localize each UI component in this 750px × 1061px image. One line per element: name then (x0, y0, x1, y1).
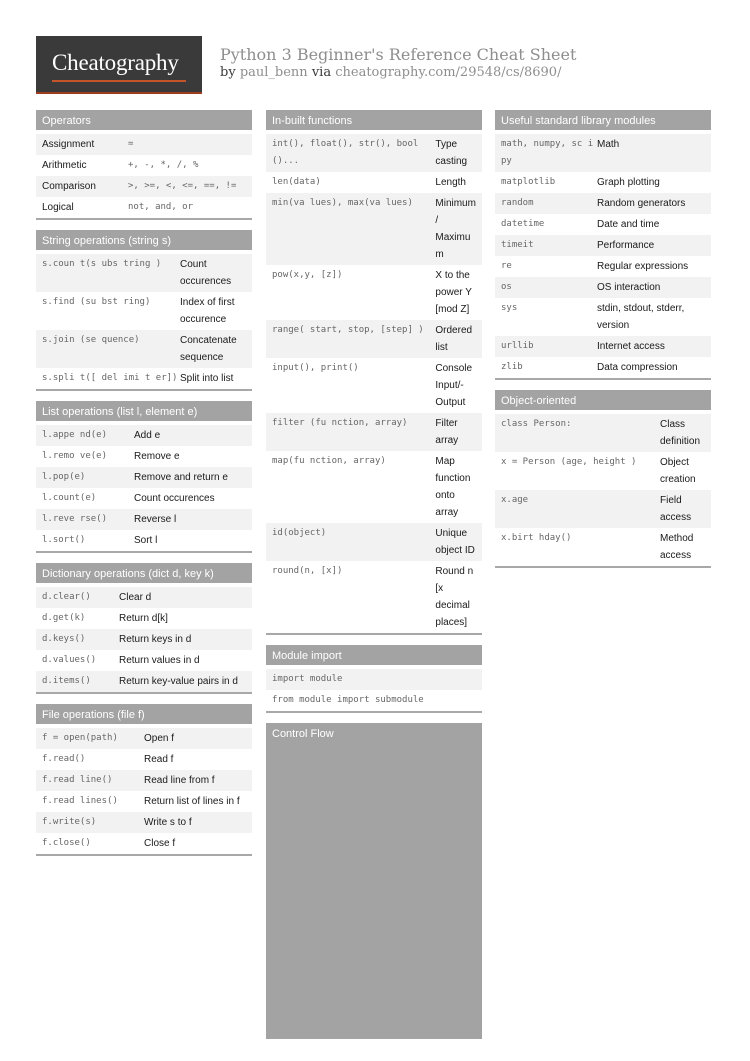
table-row (36, 530, 252, 551)
row-value: Ordered list (435, 325, 473, 353)
row-key: d.keys() (42, 634, 86, 644)
table-row (36, 330, 252, 368)
row-value: Graph plotting (597, 177, 660, 188)
row-value: OS interaction (597, 282, 661, 293)
author-link[interactable]: paul_benn (239, 65, 308, 80)
row-key: Logical (42, 202, 74, 213)
row-value: Date and time (597, 219, 660, 230)
row-value: = (128, 139, 134, 149)
file-operations-section (36, 704, 252, 856)
table-row (36, 254, 252, 292)
row-value: Remove and return e (134, 472, 228, 483)
row-value: Length (435, 177, 466, 188)
row-value: not, and, or (128, 202, 194, 212)
row-key: l.appe nd(e) (42, 430, 108, 440)
row-key: math, numpy, sc ipy (501, 139, 594, 166)
row-value: Type casting (435, 139, 468, 167)
table-row (36, 467, 252, 488)
row-key: d.values() (42, 655, 97, 665)
row-value: Return list of lines in f (144, 796, 240, 807)
row-key: f.write(s) (42, 817, 97, 827)
table-row (36, 587, 252, 608)
row-value: >, >=, <, <=, ==, != (128, 181, 237, 191)
operators-section (36, 110, 252, 220)
logo-underline (52, 80, 186, 82)
table-row (36, 509, 252, 530)
row-key: Assignment (42, 139, 95, 150)
row-key: x.age (501, 495, 529, 505)
table-row (495, 134, 711, 172)
row-key: id(object) (272, 528, 327, 538)
row-value: Index of first occurence (180, 297, 235, 325)
byline-via: via (311, 65, 332, 80)
row-value: Return keys in d (119, 634, 192, 645)
row-value: Regular expressions (597, 261, 689, 272)
column-2 (266, 110, 482, 1039)
row-key: from module import submodule (272, 695, 424, 705)
table-row (36, 770, 252, 791)
row-value: Performance (597, 240, 655, 251)
table-row (495, 298, 711, 336)
row-value: Concatenate sequence (180, 335, 237, 363)
table-row (36, 292, 252, 330)
row-key: s.join (se quence) (42, 335, 140, 345)
row-value: Return d[k] (119, 613, 168, 624)
table-row (36, 368, 252, 389)
row-key: f.read() (42, 754, 86, 764)
row-value: Random generators (597, 198, 686, 209)
row-value: Count occurences (180, 259, 232, 287)
row-value: Reverse l (134, 514, 177, 525)
row-value: Internet access (597, 341, 665, 352)
row-value: Method access (660, 533, 694, 561)
row-key: import module (272, 674, 343, 684)
row-value: Count occurences (134, 493, 215, 504)
table-row (36, 833, 252, 854)
row-value: Remove e (134, 451, 180, 462)
row-key: random (501, 198, 534, 208)
table-row (495, 277, 711, 298)
section-header: Module import (266, 645, 482, 665)
row-value: Return values in d (119, 655, 200, 666)
table-row (266, 690, 482, 711)
stdlib-modules-section (495, 110, 711, 380)
row-value: Clear d (119, 592, 152, 603)
table-row (36, 197, 252, 218)
table-row (495, 452, 711, 490)
table-row (36, 608, 252, 629)
row-key: x = Person (age, height ) (501, 457, 637, 467)
dictionary-operations-section (36, 563, 252, 694)
row-key: f.read lines() (42, 796, 118, 806)
section-header: Control Flow (266, 723, 482, 743)
table-row (36, 812, 252, 833)
row-value: Write s to f (144, 817, 192, 828)
table-row (266, 134, 482, 172)
section-header: Object-oriented (495, 390, 711, 410)
byline-by: by (220, 65, 236, 80)
row-key: f.read line() (42, 775, 113, 785)
table-row (495, 256, 711, 277)
page-title: Python 3 Beginner's Reference Cheat Sheet (220, 45, 577, 64)
row-key: datetime (501, 219, 545, 229)
row-key: l.remo ve(e) (42, 451, 108, 461)
table-row (36, 650, 252, 671)
row-value: Open f (144, 733, 175, 744)
row-key: d.get(k) (42, 613, 86, 623)
table-row (495, 172, 711, 193)
row-key: range( start, stop, [step] ) (272, 325, 424, 335)
row-value: Object creation (660, 457, 696, 485)
string-operations-section (36, 230, 252, 391)
table-row (36, 155, 252, 176)
table-row (36, 728, 252, 749)
row-key: l.pop(e) (42, 472, 86, 482)
table-row (36, 176, 252, 197)
row-value: Filter array (435, 418, 459, 446)
table-row (36, 791, 252, 812)
object-oriented-section (495, 390, 711, 568)
row-key: Comparison (42, 181, 96, 192)
cheatography-logo[interactable] (36, 36, 202, 92)
table-row (266, 451, 482, 523)
row-value: Sort l (134, 535, 158, 546)
row-value: +, -, *, /, % (128, 160, 199, 170)
row-key: matplotlib (501, 177, 556, 187)
section-header: String operations (string s) (36, 230, 252, 250)
byline (220, 65, 561, 80)
column-3 (495, 110, 711, 578)
row-value: Return key-value pairs in d (119, 676, 238, 687)
section-header: File operations (file f) (36, 704, 252, 724)
row-value: X to the power Y [mod Z] (435, 270, 472, 315)
table-row (266, 523, 482, 561)
table-row (495, 414, 711, 452)
row-value: Close f (144, 838, 176, 849)
row-value: stdin, stdout, stderr, version (597, 303, 685, 331)
row-value: Unique object ID (435, 528, 475, 556)
row-key: map(fu nction, array) (272, 456, 386, 466)
row-key: l.reve rse() (42, 514, 108, 524)
row-value: Split into list (180, 373, 234, 384)
row-key: sys (501, 303, 518, 313)
table-row (495, 357, 711, 378)
table-row (266, 193, 482, 265)
row-key: d.items() (42, 676, 91, 686)
row-key: l.sort() (42, 535, 86, 545)
logo-text: Cheatography (52, 50, 179, 75)
row-key: filter (fu nction, array) (272, 418, 408, 428)
table-row (495, 528, 711, 566)
row-value: Data compression (597, 362, 678, 373)
row-value: Add e (134, 430, 161, 441)
table-row (266, 561, 482, 633)
table-row (36, 629, 252, 650)
table-row (266, 669, 482, 690)
row-value: Math (597, 139, 620, 150)
row-value: Class definition (660, 419, 701, 447)
row-key: f = open(path) (42, 733, 118, 743)
row-key: s.find (su bst ring) (42, 297, 151, 307)
table-row (266, 172, 482, 193)
builtin-functions-section (266, 110, 482, 635)
row-value: Read line from f (144, 775, 215, 786)
row-key: min(va lues), max(va lues) (272, 198, 413, 208)
table-row (495, 490, 711, 528)
section-header: List operations (list l, element e) (36, 401, 252, 421)
row-key: round(n, [x]) (272, 566, 343, 576)
row-key: os (501, 282, 512, 292)
table-row (36, 488, 252, 509)
row-key: int(), float(), str(), bool()... (272, 139, 419, 166)
column-1 (36, 110, 252, 866)
row-key: l.count(e) (42, 493, 97, 503)
section-header: Useful standard library modules (495, 110, 711, 130)
table-row (36, 425, 252, 446)
row-value: Console Input/- Output (435, 363, 473, 408)
table-row (266, 265, 482, 320)
section-header: Operators (36, 110, 252, 130)
table-row (495, 214, 711, 235)
row-key: x.birt hday() (501, 533, 572, 543)
row-key: f.close() (42, 838, 91, 848)
row-key: zlib (501, 362, 523, 372)
table-row (36, 134, 252, 155)
row-value: Round n [x decimal places] (435, 566, 474, 628)
row-value: Read f (144, 754, 174, 765)
row-key: s.coun t(s ubs tring ) (42, 259, 162, 269)
row-key: urllib (501, 341, 534, 351)
list-operations-section (36, 401, 252, 553)
row-key: Arithmetic (42, 160, 87, 171)
row-key: d.clear() (42, 592, 91, 602)
row-value: Minimum / Maximum (435, 198, 476, 260)
table-row (36, 671, 252, 692)
row-key: class Person: (501, 419, 572, 429)
row-key: input(), print() (272, 363, 359, 373)
row-key: s.spli t([ del imi t er]) (42, 373, 178, 383)
table-row (266, 320, 482, 358)
table-row (266, 358, 482, 413)
module-import-section (266, 645, 482, 713)
row-key: re (501, 261, 512, 271)
row-key: pow(x,y, [z]) (272, 270, 343, 280)
row-key: timeit (501, 240, 534, 250)
source-url-link[interactable]: cheatography.com/29548/cs/8690/ (335, 65, 562, 80)
row-value: Map function onto array (435, 456, 471, 518)
section-header: In-built functions (266, 110, 482, 130)
table-row (495, 235, 711, 256)
table-row (495, 336, 711, 357)
table-row (36, 446, 252, 467)
table-row (266, 413, 482, 451)
control-flow-section (266, 723, 482, 1039)
table-row (495, 193, 711, 214)
table-row (36, 749, 252, 770)
row-key: len(data) (272, 177, 321, 187)
row-value: Field access (660, 495, 692, 523)
section-header: Dictionary operations (dict d, key k) (36, 563, 252, 583)
